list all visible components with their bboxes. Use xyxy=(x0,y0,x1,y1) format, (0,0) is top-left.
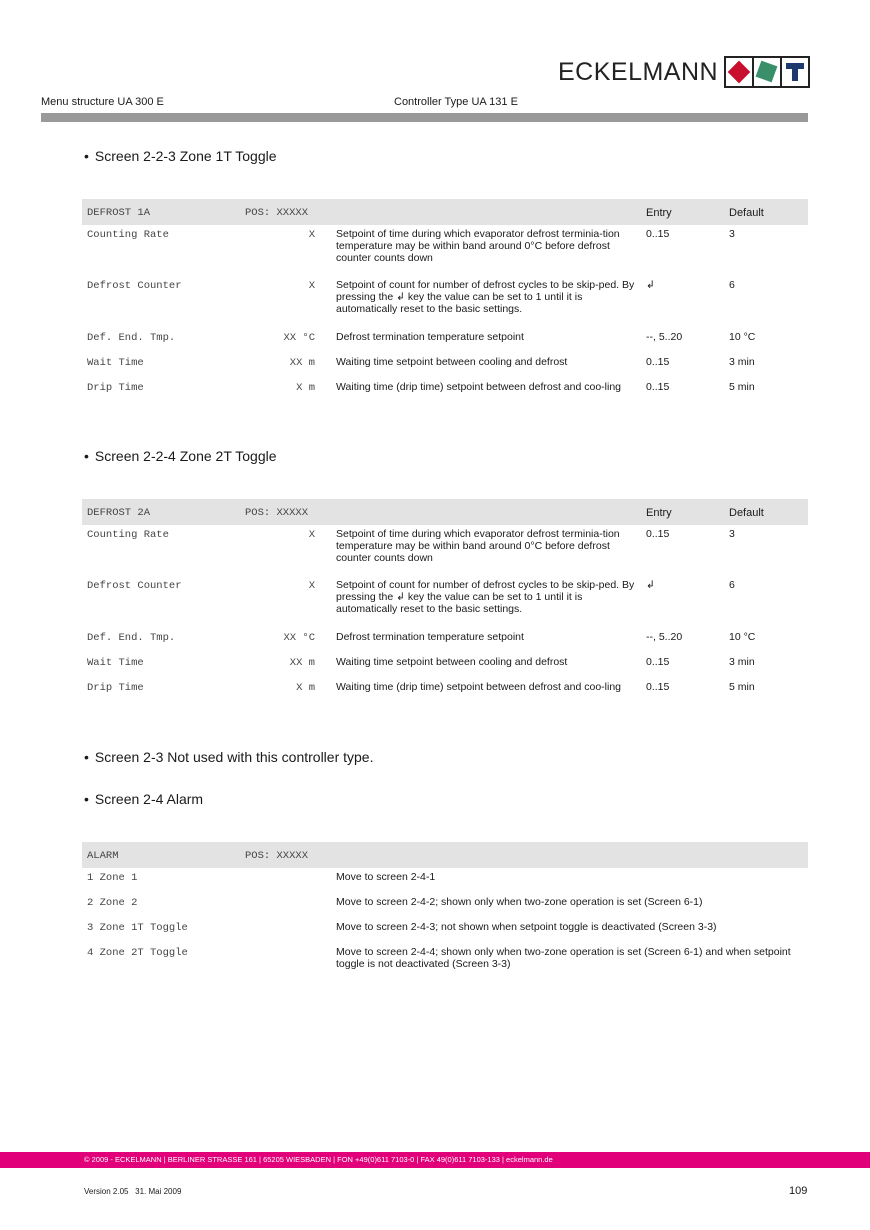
screen-pos: POS: XXXXX xyxy=(245,207,309,219)
header-controller-type: Controller Type UA 131 E xyxy=(394,96,518,108)
screen-name: DEFROST 2A xyxy=(87,507,151,519)
param-description: Waiting time (drip time) setpoint between defrost and coo-ling xyxy=(336,381,621,393)
table-row xyxy=(82,918,808,943)
param-value: X m xyxy=(296,682,315,694)
table-row xyxy=(82,576,808,628)
param-value: XX m xyxy=(289,657,315,669)
param-entry: 0..15 xyxy=(646,228,670,240)
param-name: Wait Time xyxy=(87,357,144,369)
param-value: XX °C xyxy=(283,632,315,644)
screen-name: DEFROST 1A xyxy=(87,207,151,219)
table-row xyxy=(82,328,808,353)
param-value: X xyxy=(308,580,315,592)
entry-header: Entry xyxy=(646,507,672,519)
param-default: 5 min xyxy=(729,681,755,693)
table-row xyxy=(82,378,808,408)
param-description: Waiting time setpoint between cooling and defrost xyxy=(336,356,568,368)
param-name: Def. End. Tmp. xyxy=(87,632,176,644)
param-name: Counting Rate xyxy=(87,529,169,541)
param-entry: 0..15 xyxy=(646,656,670,668)
param-default: 6 xyxy=(729,279,735,291)
table-row xyxy=(82,893,808,918)
param-description: Waiting time (drip time) setpoint between defrost and coo-ling xyxy=(336,681,621,693)
table-defrost-2a xyxy=(82,499,808,708)
menu-item-name: 1 Zone 1 xyxy=(87,872,138,884)
param-value: XX m xyxy=(289,357,315,369)
param-name: Defrost Counter xyxy=(87,580,182,592)
table-row xyxy=(82,678,808,708)
screen-pos: POS: XXXXX xyxy=(245,850,309,862)
default-header: Default xyxy=(729,507,764,519)
entry-header: Entry xyxy=(646,207,672,219)
screen-name: ALARM xyxy=(87,850,119,862)
menu-item-name: 4 Zone 2T Toggle xyxy=(87,947,188,959)
param-default: 3 xyxy=(729,528,735,540)
table-defrost-1a xyxy=(82,199,808,408)
param-default: 3 xyxy=(729,228,735,240)
table-header xyxy=(82,842,808,868)
table-row xyxy=(82,225,808,276)
menu-item-name: 3 Zone 1T Toggle xyxy=(87,922,188,934)
menu-item-description: Move to screen 2-4-1 xyxy=(336,871,436,883)
param-default: 10 °C xyxy=(729,331,756,343)
param-entry: 0..15 xyxy=(646,381,670,393)
table-header xyxy=(82,199,808,225)
param-name: Drip Time xyxy=(87,682,144,694)
param-default: 5 min xyxy=(729,381,755,393)
menu-item-name: 2 Zone 2 xyxy=(87,897,138,909)
table-row xyxy=(82,868,808,893)
table-row xyxy=(82,943,808,973)
param-value: X m xyxy=(296,382,315,394)
param-name: Counting Rate xyxy=(87,229,169,241)
param-description: Setpoint of count for number of defrost cycles to be skip-ped. By pressing the ↲ key the value can be set to 1 until it is automatically reset to the basic settings. xyxy=(336,579,635,615)
menu-item-description: Move to screen 2-4-2; shown only when two-zone operation is set (Screen 6-1) xyxy=(336,896,703,908)
screen-pos: POS: XXXXX xyxy=(245,507,309,519)
param-entry: --, 5..20 xyxy=(646,631,683,643)
param-description: Waiting time setpoint between cooling and defrost xyxy=(336,656,568,668)
param-description: Setpoint of count for number of defrost cycles to be skip-ped. By pressing the ↲ key the value can be set to 1 until it is automatically reset to the basic settings. xyxy=(336,279,635,315)
section-heading-2-4: • Screen 2-4 Alarm xyxy=(84,791,203,807)
param-name: Def. End. Tmp. xyxy=(87,332,176,344)
param-entry: 0..15 xyxy=(646,356,670,368)
header-divider xyxy=(41,113,808,122)
section-heading-2-2-3: • Screen 2-2-3 Zone 1T Toggle xyxy=(84,148,277,164)
param-description: Setpoint of time during which evaporator defrost terminia-tion temperature may be within band around 0°C before defrost counter counts down xyxy=(336,528,620,564)
param-entry: ↲ xyxy=(646,279,655,291)
table-row xyxy=(82,276,808,328)
section-heading-2-3: • Screen 2-3 Not used with this controller type. xyxy=(84,749,373,765)
menu-item-description: Move to screen 2-4-3; not shown when setpoint toggle is deactivated (Screen 3-3) xyxy=(336,921,717,933)
param-name: Wait Time xyxy=(87,657,144,669)
param-entry: --, 5..20 xyxy=(646,331,683,343)
param-description: Setpoint of time during which evaporator defrost terminia-tion temperature may be within band around 0°C before defrost counter counts down xyxy=(336,228,620,264)
footer-contact: © 2009 - ECKELMANN | BERLINER STRASSE 161 | 65205 WIESBADEN | FON +49(0)611 7103-0 | FAX 49(0)611 7103-133 | eckelmann.de xyxy=(84,1155,553,1164)
table-alarm xyxy=(82,842,808,973)
footer-bar xyxy=(0,1152,870,1168)
table-row xyxy=(82,353,808,378)
table-row xyxy=(82,628,808,653)
param-entry: 0..15 xyxy=(646,681,670,693)
page-number: 109 xyxy=(789,1185,808,1197)
param-default: 10 °C xyxy=(729,631,756,643)
default-header: Default xyxy=(729,207,764,219)
param-entry: ↲ xyxy=(646,579,655,591)
menu-item-description: Move to screen 2-4-4; shown only when two-zone operation is set (Screen 6-1) and when setpoint toggle is not deactivated (Screen 3-3) xyxy=(336,946,791,970)
param-value: X xyxy=(308,529,315,541)
table-row xyxy=(82,653,808,678)
header-manual-title: Menu structure UA 300 E xyxy=(41,96,164,108)
param-value: X xyxy=(308,280,315,292)
logo-icon xyxy=(724,56,810,88)
param-entry: 0..15 xyxy=(646,528,670,540)
param-name: Drip Time xyxy=(87,382,144,394)
footer-version: Version 2.05 31. Mai 2009 xyxy=(84,1187,182,1196)
param-default: 3 min xyxy=(729,356,755,368)
param-default: 3 min xyxy=(729,656,755,668)
table-row xyxy=(82,525,808,576)
param-name: Defrost Counter xyxy=(87,280,182,292)
eckelmann-logo xyxy=(558,57,810,87)
table-header xyxy=(82,499,808,525)
param-default: 6 xyxy=(729,579,735,591)
param-description: Defrost termination temperature setpoint xyxy=(336,631,524,643)
param-description: Defrost termination temperature setpoint xyxy=(336,331,524,343)
section-heading-2-2-4: • Screen 2-2-4 Zone 2T Toggle xyxy=(84,448,277,464)
logo-text: ECKELMANN xyxy=(558,57,719,86)
param-value: XX °C xyxy=(283,332,315,344)
param-value: X xyxy=(308,229,315,241)
